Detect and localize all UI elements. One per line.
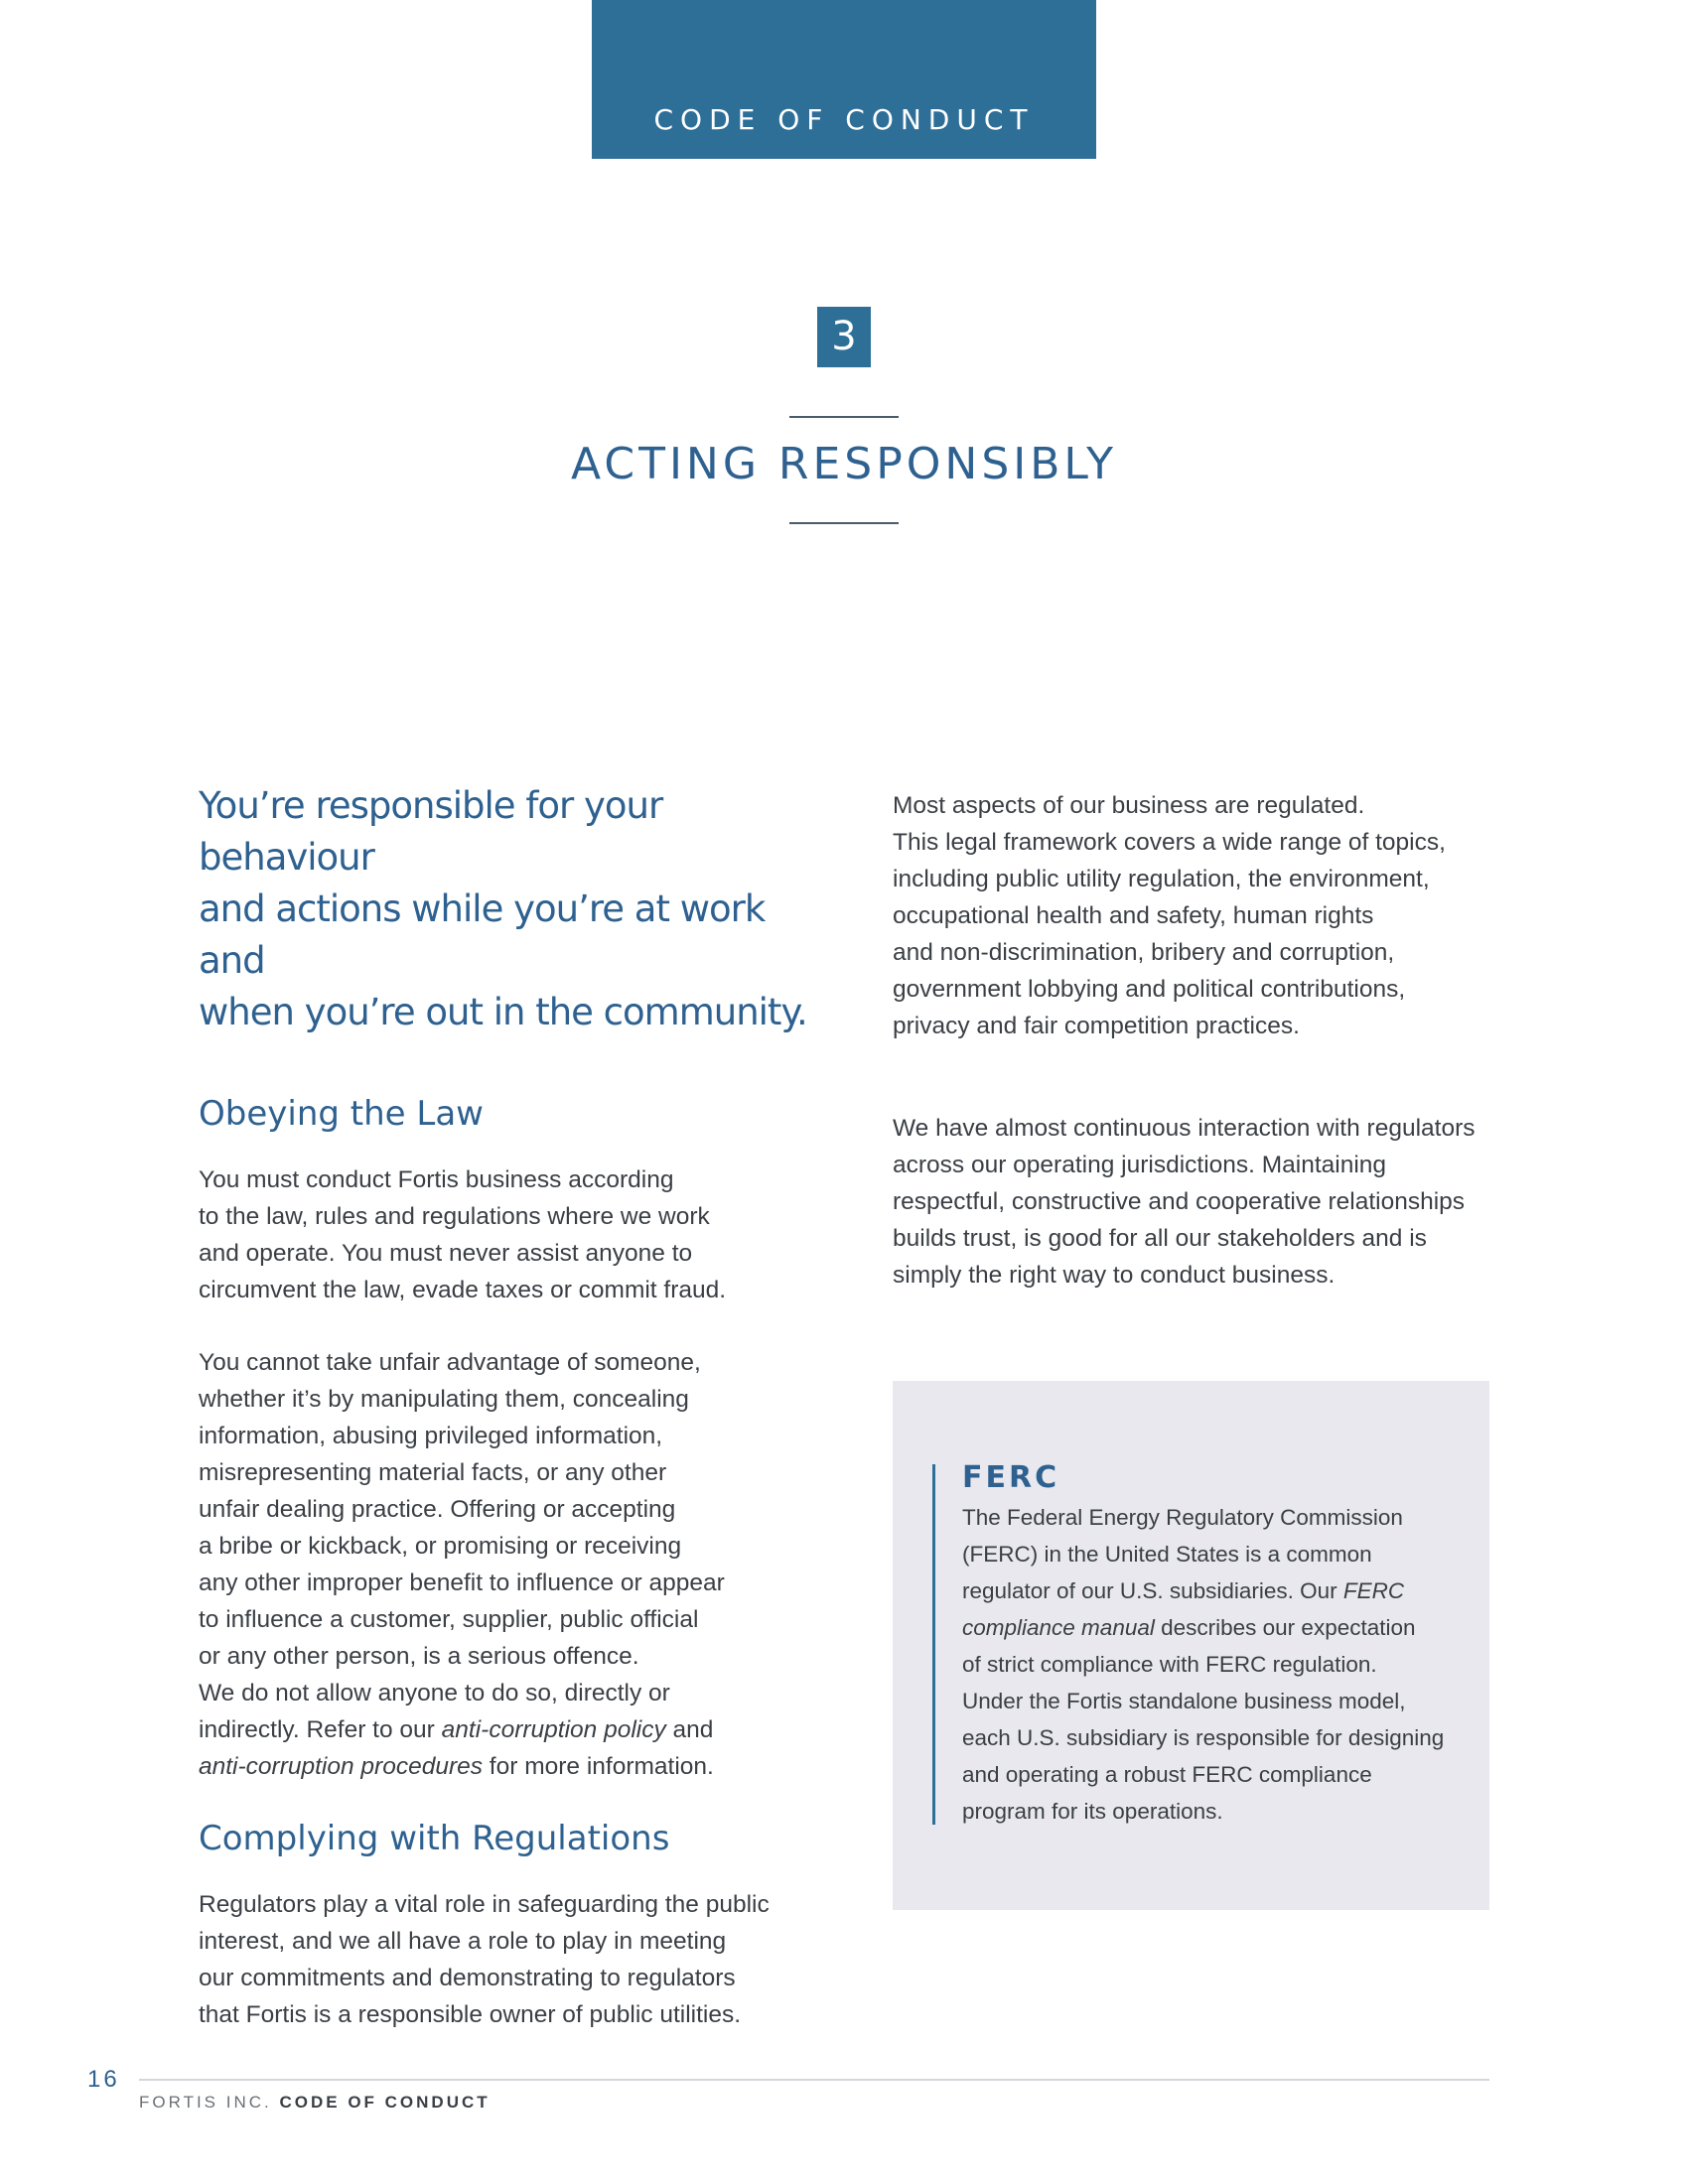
text-line: to the law, rules and regulations where we work	[199, 1203, 710, 1230]
text-line: privacy and fair competition practices.	[893, 1013, 1300, 1039]
header-tab	[592, 0, 1096, 159]
text-line: Under the Fortis standalone business model,	[962, 1689, 1406, 1713]
right-column	[893, 787, 1498, 1294]
title-rule-bottom	[789, 522, 899, 524]
ferc-text	[962, 1499, 1469, 1830]
text-line: (FERC) in the United States is a common	[962, 1542, 1372, 1567]
ferc-manual-reference: FERC	[1342, 1578, 1405, 1603]
text-line: indirectly. Refer to our	[199, 1716, 442, 1743]
text-line: This legal framework covers a wide range of topics,	[893, 829, 1446, 856]
intro-statement	[199, 780, 814, 1038]
ferc-manual-reference: compliance manual	[962, 1615, 1155, 1640]
text-line: that Fortis is a responsible owner of public utilities.	[199, 2001, 742, 2028]
text-line: and non-discrimination, bribery and corruption,	[893, 939, 1395, 966]
title-rule-top	[789, 416, 899, 418]
text-line: our commitments and demonstrating to regulators	[199, 1965, 736, 1991]
text-line: misrepresenting material facts, or any other	[199, 1459, 667, 1486]
text-line: You must conduct Fortis business according	[199, 1166, 674, 1193]
complying-heading: Complying with Regulations	[199, 1819, 670, 1858]
text-line: occupational health and safety, human rights	[893, 902, 1374, 929]
intro-line: and actions while you’re at work and	[199, 887, 766, 982]
text-fragment: for more information.	[483, 1753, 714, 1780]
text-line: information, abusing privileged information,	[199, 1423, 663, 1449]
text-line: any other improper benefit to influence or appear	[199, 1570, 725, 1596]
text-line: whether it’s by manipulating them, concealing	[199, 1386, 689, 1413]
text-line: a bribe or kickback, or promising or receiving	[199, 1533, 682, 1560]
obeying-paragraph-1	[199, 1161, 814, 1308]
ferc-accent-bar	[932, 1464, 935, 1825]
page-number: 16	[87, 2066, 120, 2093]
ferc-callout-content	[962, 1460, 1469, 1830]
obeying-paragraph-2	[199, 1344, 814, 1785]
text-line: and operate. You must never assist anyone to	[199, 1240, 693, 1267]
text-line: respectful, constructive and cooperative relationships	[893, 1188, 1466, 1215]
text-line: circumvent the law, evade taxes or commit fraud.	[199, 1277, 727, 1303]
anti-corruption-policy-reference: anti-corruption policy	[441, 1716, 666, 1743]
left-column	[199, 780, 814, 2033]
anti-corruption-procedures-reference: anti-corruption procedures	[199, 1753, 483, 1780]
text-line: of strict compliance with FERC regulation.	[962, 1652, 1377, 1677]
text-line: regulator of our U.S. subsidiaries. Our	[962, 1578, 1343, 1603]
footer-rule	[139, 2079, 1489, 2081]
text-line: program for its operations.	[962, 1799, 1223, 1824]
text-fragment: describes our expectation	[1154, 1615, 1416, 1640]
footer-doc-title: CODE OF CONDUCT	[279, 2093, 491, 2112]
text-line: Regulators play a vital role in safeguarding the public	[199, 1891, 770, 1918]
text-line: simply the right way to conduct business.	[893, 1262, 1336, 1289]
text-line: We have almost continuous interaction with regulators	[893, 1115, 1476, 1142]
chapter-title: ACTING RESPONSIBLY	[571, 439, 1117, 489]
chapter-number: 3	[817, 307, 871, 367]
text-line: unfair dealing practice. Offering or accepting	[199, 1496, 676, 1523]
footer-company: FORTIS INC.	[139, 2093, 272, 2112]
text-line: or any other person, is a serious offence.	[199, 1643, 639, 1670]
intro-line: You’re responsible for your behaviour	[199, 784, 663, 879]
text-line: Most aspects of our business are regulated.	[893, 792, 1365, 819]
text-fragment: and	[665, 1716, 714, 1743]
text-line: including public utility regulation, the environment,	[893, 866, 1430, 892]
text-line: The Federal Energy Regulatory Commission	[962, 1505, 1403, 1530]
text-line: across our operating jurisdictions. Maintaining	[893, 1152, 1387, 1178]
text-line: government lobbying and political contributions,	[893, 976, 1406, 1003]
text-line: We do not allow anyone to do so, directly or	[199, 1680, 670, 1706]
text-line: interest, and we all have a role to play in meeting	[199, 1928, 727, 1955]
intro-line: when you’re out in the community.	[199, 991, 807, 1033]
footer-label	[139, 2093, 491, 2113]
regulated-paragraph	[893, 787, 1498, 1044]
obeying-heading: Obeying the Law	[199, 1094, 484, 1134]
text-line: You cannot take unfair advantage of someone,	[199, 1349, 701, 1376]
ferc-title: FERC	[962, 1460, 1060, 1495]
text-line: builds trust, is good for all our stakeholders and is	[893, 1225, 1427, 1252]
regulators-paragraph	[893, 1110, 1498, 1294]
text-line: each U.S. subsidiary is responsible for designing	[962, 1725, 1445, 1750]
text-line: and operating a robust FERC compliance	[962, 1762, 1372, 1787]
complying-paragraph	[199, 1886, 814, 2033]
text-line: to influence a customer, supplier, public official	[199, 1606, 699, 1633]
header-tab-label: CODE OF CONDUCT	[653, 103, 1035, 136]
